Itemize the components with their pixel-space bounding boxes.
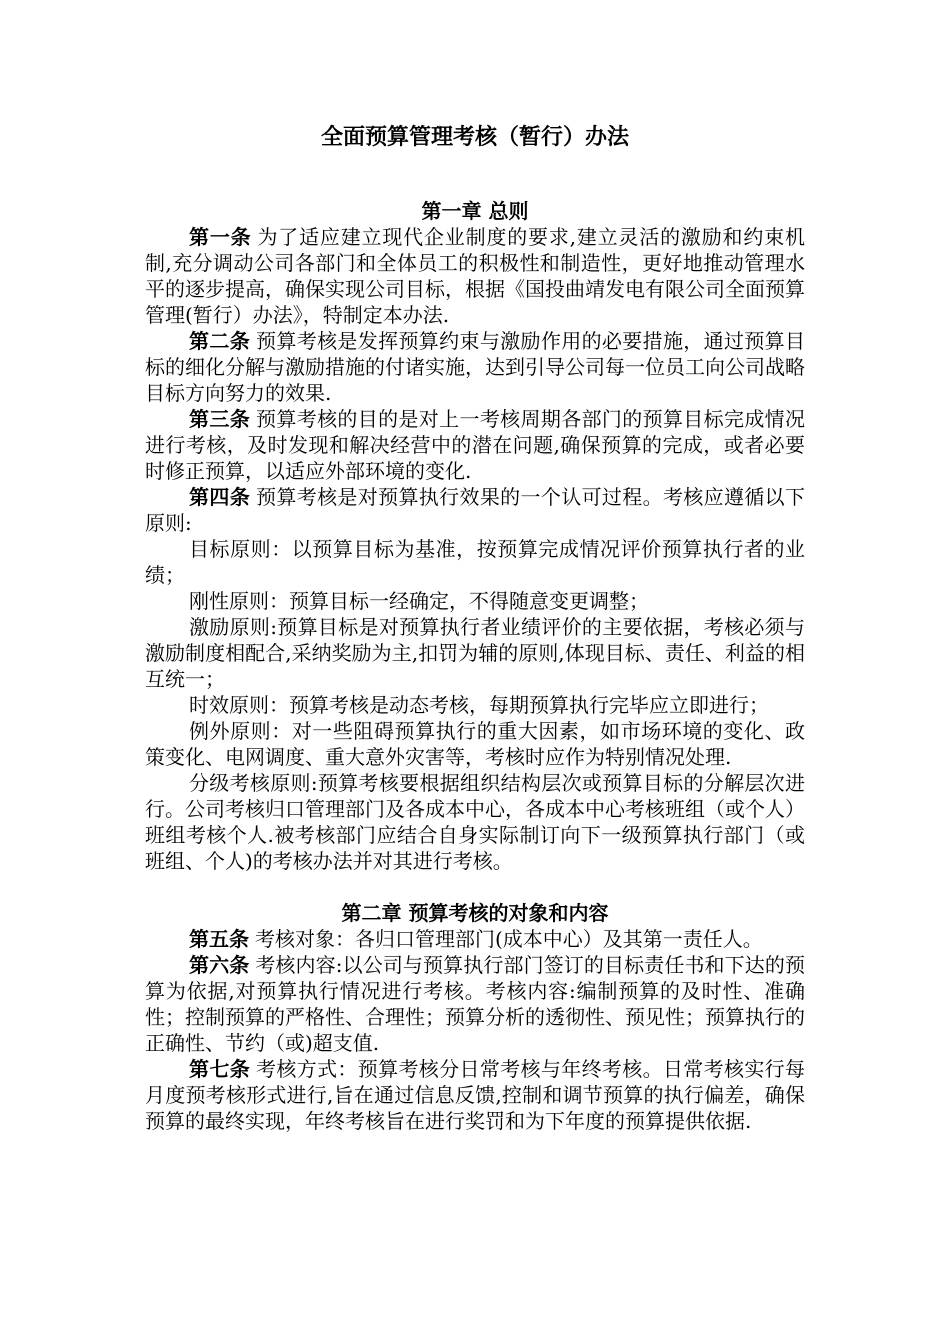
article-text: 为了适应建立现代企业制度的要求,建立灵活的激励和约束机制,充分调动公司各部门和全体员工的积极性和制造性，更好地推动管理水平的逐步提高，确保实现公司目标，根据《国投曲靖发电有限公司全面预算管理(暂行）办法》，特制定本办法. bbox=[145, 225, 806, 327]
article-text: 考核对象：各归口管理部门(成本中心）及其第一责任人。 bbox=[255, 927, 763, 951]
article-3 bbox=[145, 406, 805, 484]
article-label: 第一条 bbox=[189, 225, 252, 249]
section-spacer bbox=[145, 874, 805, 900]
principle-exception: 例外原则：对一些阻碍预算执行的重大因素，如市场环境的变化、政策变化、电网调度、重大意外灾害等，考核时应作为特别情况处理. bbox=[145, 719, 805, 769]
principle-target: 目标原则：以预算目标为基准，按预算完成情况评价预算执行者的业绩； bbox=[145, 537, 805, 587]
article-text: 考核方式：预算考核分日常考核与年终考核。日常考核实行每月度预考核形式进行,旨在通过信息反馈,控制和调节预算的执行偏差，确保预算的最终实现，年终考核旨在进行奖罚和为下年度的预算提供依据. bbox=[145, 1057, 806, 1133]
article-text: 预算考核是发挥预算约束与激励作用的必要措施，通过预算目标的细化分解与激励措施的付诸实施，达到引导公司每一位员工向公司战略目标方向努力的效果. bbox=[145, 329, 806, 405]
article-2 bbox=[145, 328, 805, 406]
article-4 bbox=[145, 484, 805, 536]
article-label: 第七条 bbox=[189, 1057, 251, 1081]
article-label: 第四条 bbox=[189, 485, 251, 509]
principle-rigidity: 刚性原则：预算目标一经确定，不得随意变更调整； bbox=[189, 589, 649, 613]
article-label: 第二条 bbox=[189, 329, 251, 353]
article-5 bbox=[145, 926, 805, 952]
article-1 bbox=[145, 224, 805, 328]
article-7 bbox=[145, 1056, 805, 1134]
chapter-2-heading: 第二章 预算考核的对象和内容 bbox=[341, 901, 609, 925]
article-6 bbox=[145, 952, 805, 1056]
principle-incentive: 激励原则:预算目标是对预算执行者业绩评价的主要依据，考核必须与激励制度相配合,采纳奖励为主,扣罚为辅的原则,体现目标、责任、利益的相互统一； bbox=[145, 615, 805, 691]
document-title: 全面预算管理考核（暂行）办法 bbox=[320, 124, 629, 150]
article-label: 第五条 bbox=[189, 927, 249, 951]
chapter-1-heading: 第一章 总则 bbox=[421, 199, 529, 223]
principle-hierarchical: 分级考核原则:预算考核要根据组织结构层次或预算目标的分解层次进行。公司考核归口管理部门及各成本中心，各成本中心考核班组（或个人）班组考核个人.被考核部门应结合自身实际制订向下一级预算执行部门（或班组、个人)的考核办法并对其进行考核。 bbox=[145, 771, 805, 873]
article-text: 预算考核是对预算执行效果的一个认可过程。考核应遵循以下原则: bbox=[145, 485, 806, 535]
article-text: 考核内容:以公司与预算执行部门签订的目标责任书和下达的预算为依据,对预算执行情况进行考核。考核内容:编制预算的及时性、准确性；控制预算的严格性、合理性；预算分析的透彻性、预见性；预算执行的正确性、节约（或)超支值. bbox=[145, 953, 805, 1055]
article-text: 预算考核的目的是对上一考核周期各部门的预算目标完成情况进行考核，及时发现和解决经营中的潜在问题,确保预算的完成，或者必要时修正预算，以适应外部环境的变化. bbox=[145, 407, 806, 483]
article-label: 第六条 bbox=[189, 953, 250, 977]
article-label: 第三条 bbox=[189, 407, 251, 431]
document-body bbox=[145, 198, 805, 1134]
principle-timeliness: 时效原则：预算考核是动态考核，每期预算执行完毕应立即进行； bbox=[189, 693, 769, 717]
